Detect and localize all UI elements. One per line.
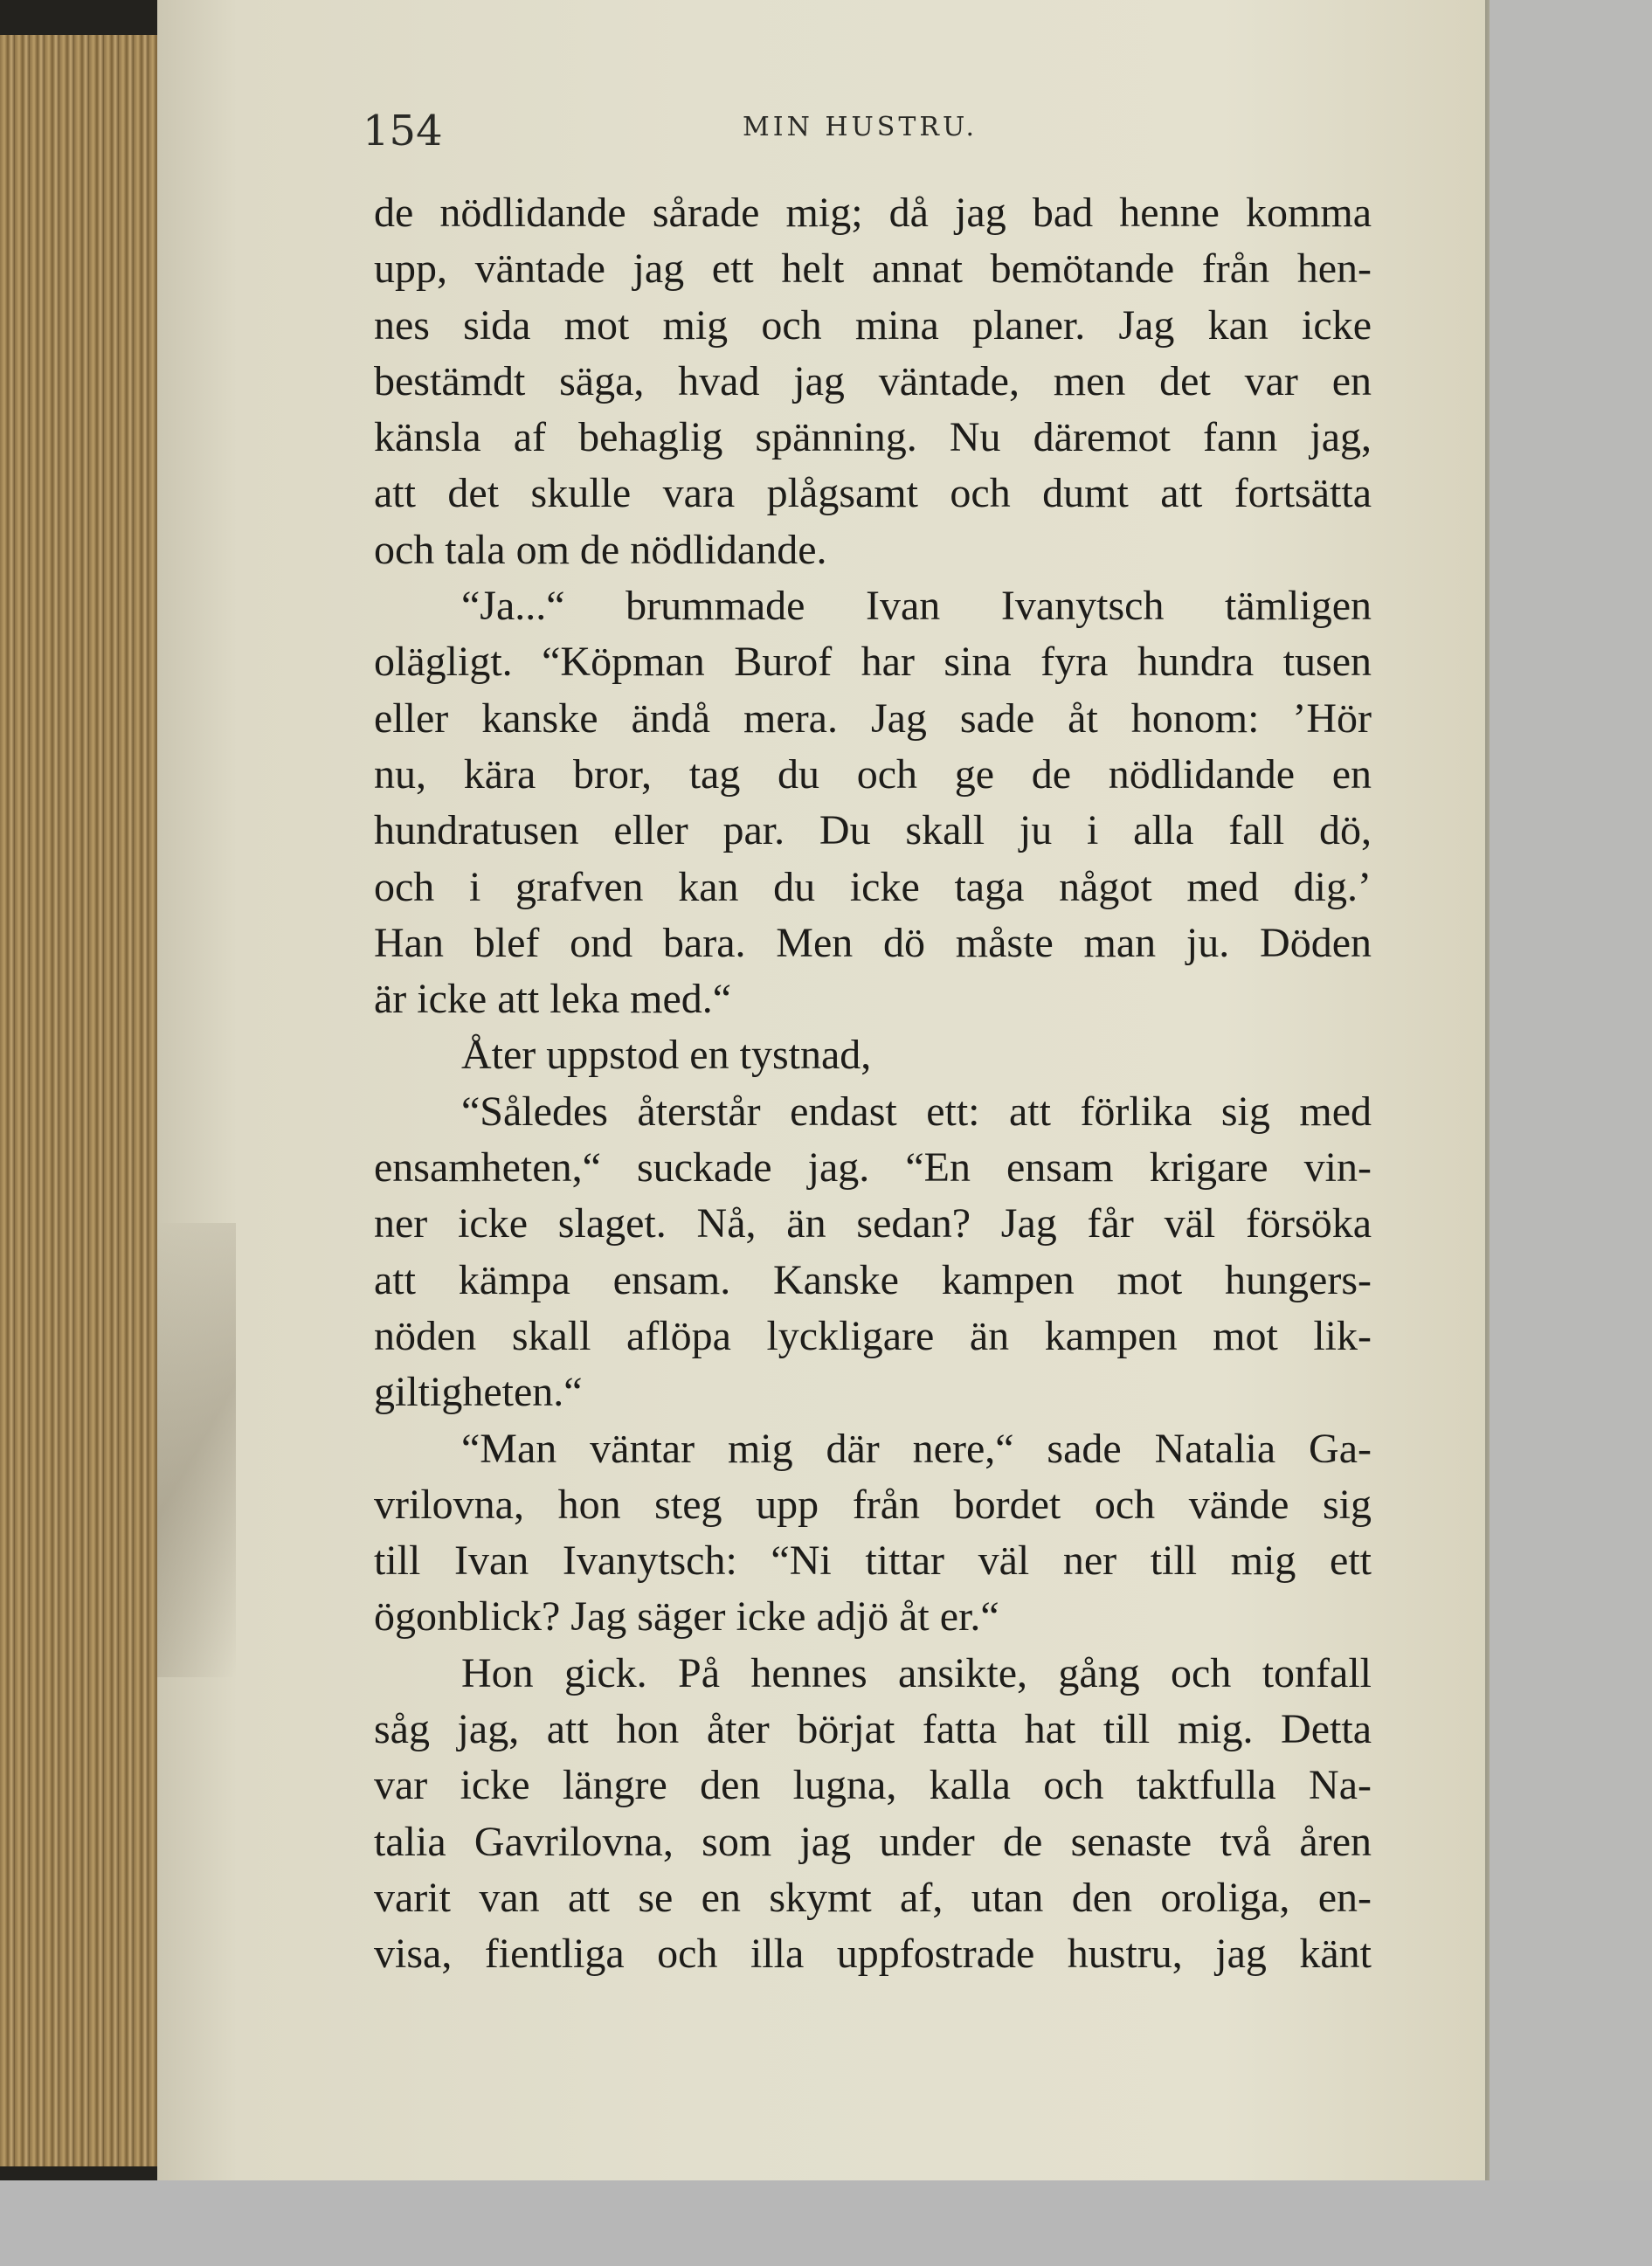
text-line: varit van att se en skymt af, utan den oroliga, en-	[374, 1874, 1372, 1921]
text-line: eller kanske ändå mera. Jag sade åt honom: ’Hör	[374, 694, 1372, 742]
text-line: känsla af behaglig spänning. Nu däremot fann jag,	[374, 414, 1372, 461]
text-line: är icke att leka med.“	[374, 976, 732, 1023]
text-line: var icke längre den lugna, kalla och taktfulla Na-	[374, 1762, 1372, 1809]
text-line: att kämpa ensam. Kanske kampen mot hungers-	[374, 1256, 1372, 1303]
scanner-background-right	[1490, 0, 1652, 2180]
scanner-background-bottom	[0, 2180, 1652, 2266]
page-number: 154	[363, 107, 443, 155]
text-line: Han blef ond bara. Men dö måste man ju. Döden	[374, 919, 1372, 966]
text-line: ögonblick? Jag säger icke adjö åt er.“	[374, 1593, 999, 1641]
text-line: “Ja...“ brummade Ivan Ivanytsch tämligen	[461, 583, 1372, 630]
running-head: MIN HUSTRU.	[743, 112, 978, 142]
text-line: ner icke slaget. Nå, än sedan? Jag får väl försöka	[374, 1200, 1372, 1247]
text-line: och tala om de nödlidande.	[374, 526, 827, 573]
body-text	[374, 185, 1372, 1983]
text-line: giltigheten.“	[374, 1369, 583, 1416]
page-fold-shadow	[157, 1223, 236, 1677]
text-line: vrilovna, hon steg upp från bordet och vände sig	[374, 1481, 1372, 1528]
text-line: såg jag, att hon åter börjat fatta hat till mig. Detta	[374, 1706, 1372, 1753]
text-line: Hon gick. På hennes ansikte, gång och tonfall	[461, 1649, 1372, 1696]
text-line: “Således återstår endast ett: att förlika sig med	[461, 1088, 1372, 1135]
text-line: visa, fientliga och illa uppfostrade hustru, jag känt	[374, 1931, 1372, 1978]
text-line: upp, väntade jag ett helt annat bemötande från hen-	[374, 245, 1372, 293]
text-line: nöden skall aflöpa lyckligare än kampen mot lik-	[374, 1312, 1372, 1359]
text-line: och i grafven kan du icke taga något med dig.’	[374, 863, 1372, 910]
text-line: att det skulle vara plågsamt och dumt att fortsätta	[374, 470, 1372, 517]
text-line: till Ivan Ivanytsch: “Ni tittar väl ner till mig ett	[374, 1537, 1372, 1585]
text-line: hundratusen eller par. Du skall ju i alla fall dö,	[374, 807, 1372, 854]
text-line: bestämdt säga, hvad jag väntade, men det var en	[374, 357, 1372, 404]
text-line: talia Gavrilovna, som jag under de senaste två åren	[374, 1818, 1372, 1865]
page-stack-edge	[0, 35, 166, 2166]
text-line: “Man väntar mig där nere,“ sade Natalia Ga-	[461, 1425, 1372, 1472]
text-line: Åter uppstod en tystnad,	[461, 1032, 872, 1079]
text-line: de nödlidande sårade mig; då jag bad henne komma	[374, 190, 1372, 236]
text-line: nes sida mot mig och mina planer. Jag kan icke	[374, 301, 1372, 349]
text-line: olägligt. “Köpman Burof har sina fyra hundra tusen	[374, 639, 1372, 686]
text-line: nu, kära bror, tag du och ge de nödlidande en	[374, 750, 1372, 798]
text-line: ensamheten,“ suckade jag. “En ensam krigare vin-	[374, 1144, 1372, 1192]
